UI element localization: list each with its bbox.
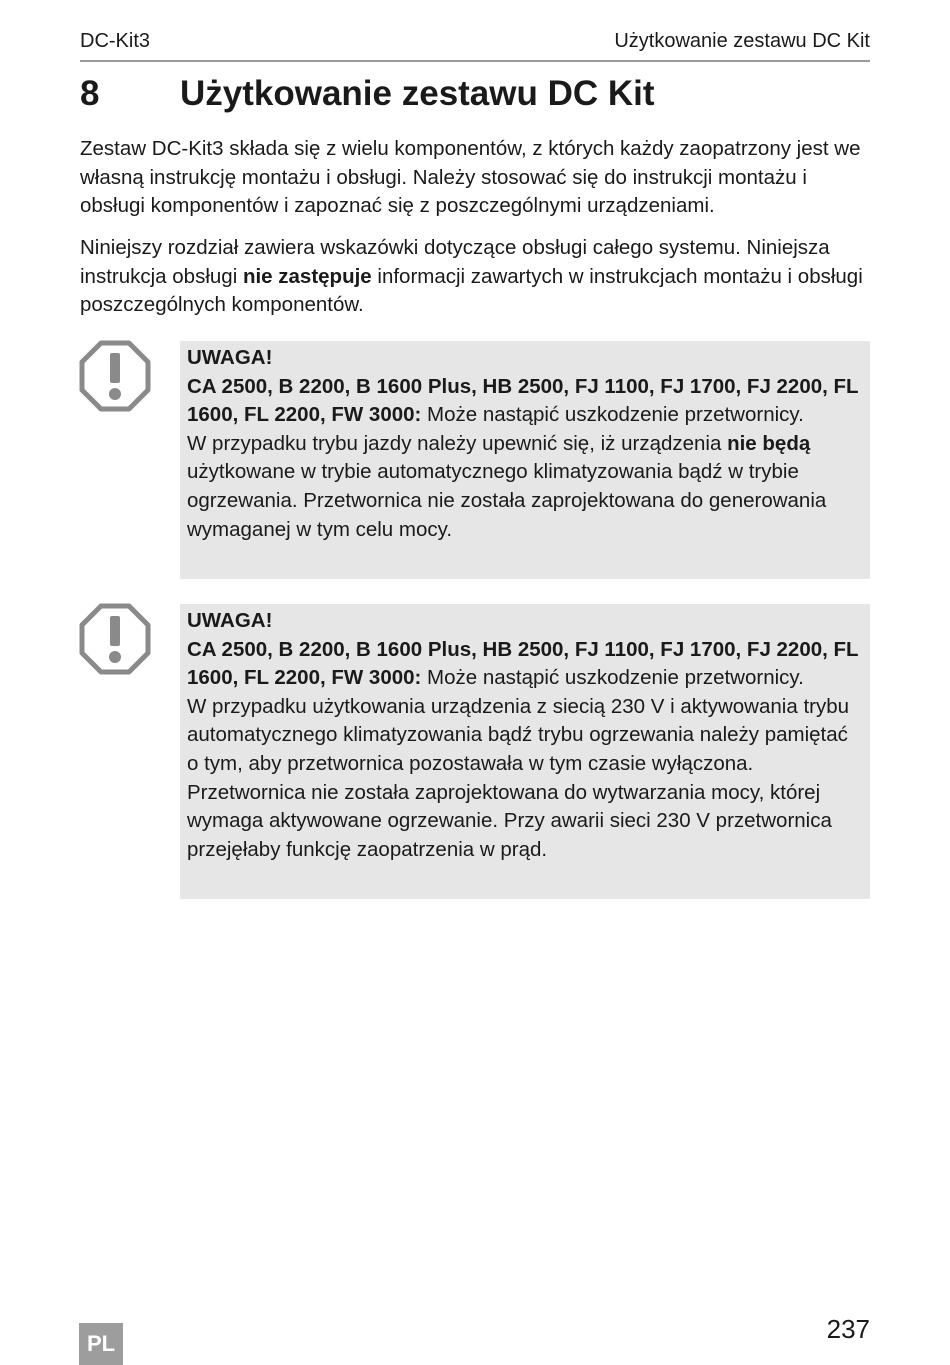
warning-octagon-icon — [79, 340, 151, 412]
running-header — [80, 28, 870, 62]
warning-lead-text: Może nastąpić uszkodzenie przetwornicy. — [421, 403, 804, 427]
warning-models: CA 2500, B 2200, B 1600 Plus, HB 2500, FJ 1100, FJ 1700, FJ 2200, FL 1600, FL 2200, FW 3000: — [187, 637, 859, 690]
language-tab: PL — [79, 1323, 123, 1365]
warning-body: W przypadku użytkowania urządzenia z siecią 230 V i aktywowania trybu automatycznego klimatyzowania bądź trybu ogrzewania należy pamiętać o tym, aby przetwornica pozostawała w tym czasie wyłączona. Przetwornica nie została zaprojektowana do wytwarzania mocy, której wymaga aktywowane ogrzewanie. Przy awarii sieci 230 V przetwornica przejęłaby funkcję zaopatrzenia w prąd. — [187, 694, 850, 861]
intro-p2-text-end: informacji zawartych w instrukcjach montażu i obsługi poszczególnych komponentów. — [80, 264, 863, 317]
warning-body — [187, 430, 862, 544]
warning-lead — [187, 636, 862, 693]
warning-body-text: W przypadku trybu jazdy należy upewnić się, iż urządzenia — [187, 431, 728, 455]
warning-box-1 — [180, 341, 870, 579]
chapter-number: 8 — [80, 74, 100, 113]
intro-p2-emphasis: nie zastępuje — [242, 264, 372, 288]
warning-octagon-icon — [79, 603, 151, 675]
intro-p2-text: Niniejszy rozdział zawiera wskazówki dotyczące obsługi całego systemu. Niniejsza instrukcja obsługi — [80, 236, 830, 288]
chapter-title: Użytkowanie zestawu DC Kit — [180, 74, 655, 113]
warning-box-2 — [180, 604, 870, 899]
header-section: Użytkowanie zestawu DC Kit — [614, 30, 870, 52]
header-product: DC-Kit3 — [80, 30, 151, 52]
intro-paragraph-2 — [80, 234, 870, 320]
warning-title: UWAGA! — [187, 609, 273, 632]
warning-body-text-end: użytkowane w trybie automatycznego klimatyzowania bądź w trybie ogrzewania. Przetwornica nie została zaprojektowana do generowania wymaganej w tym celu mocy. — [187, 460, 827, 541]
warning-models: CA 2500, B 2200, B 1600 Plus, HB 2500, FJ 1100, FJ 1700, FJ 2200, FL 1600, FL 2200, FW 3000: — [187, 374, 859, 427]
page-number: 237 — [826, 1314, 870, 1344]
warning-lead-text: Może nastąpić uszkodzenie przetwornicy. — [421, 666, 804, 690]
warning-lead — [187, 373, 862, 430]
intro-paragraph-1: Zestaw DC-Kit3 składa się z wielu komponentów, z których każdy zaopatrzony jest we własną instrukcję montażu i obsługi. Należy stosować się do instrukcji montażu i obsługi komponentów i zapoznać się z poszczególnymi urządzeniami. — [80, 137, 861, 218]
chapter-heading — [80, 74, 870, 122]
warning-body-emphasis: nie będą — [727, 431, 811, 455]
warning-title: UWAGA! — [187, 346, 273, 369]
